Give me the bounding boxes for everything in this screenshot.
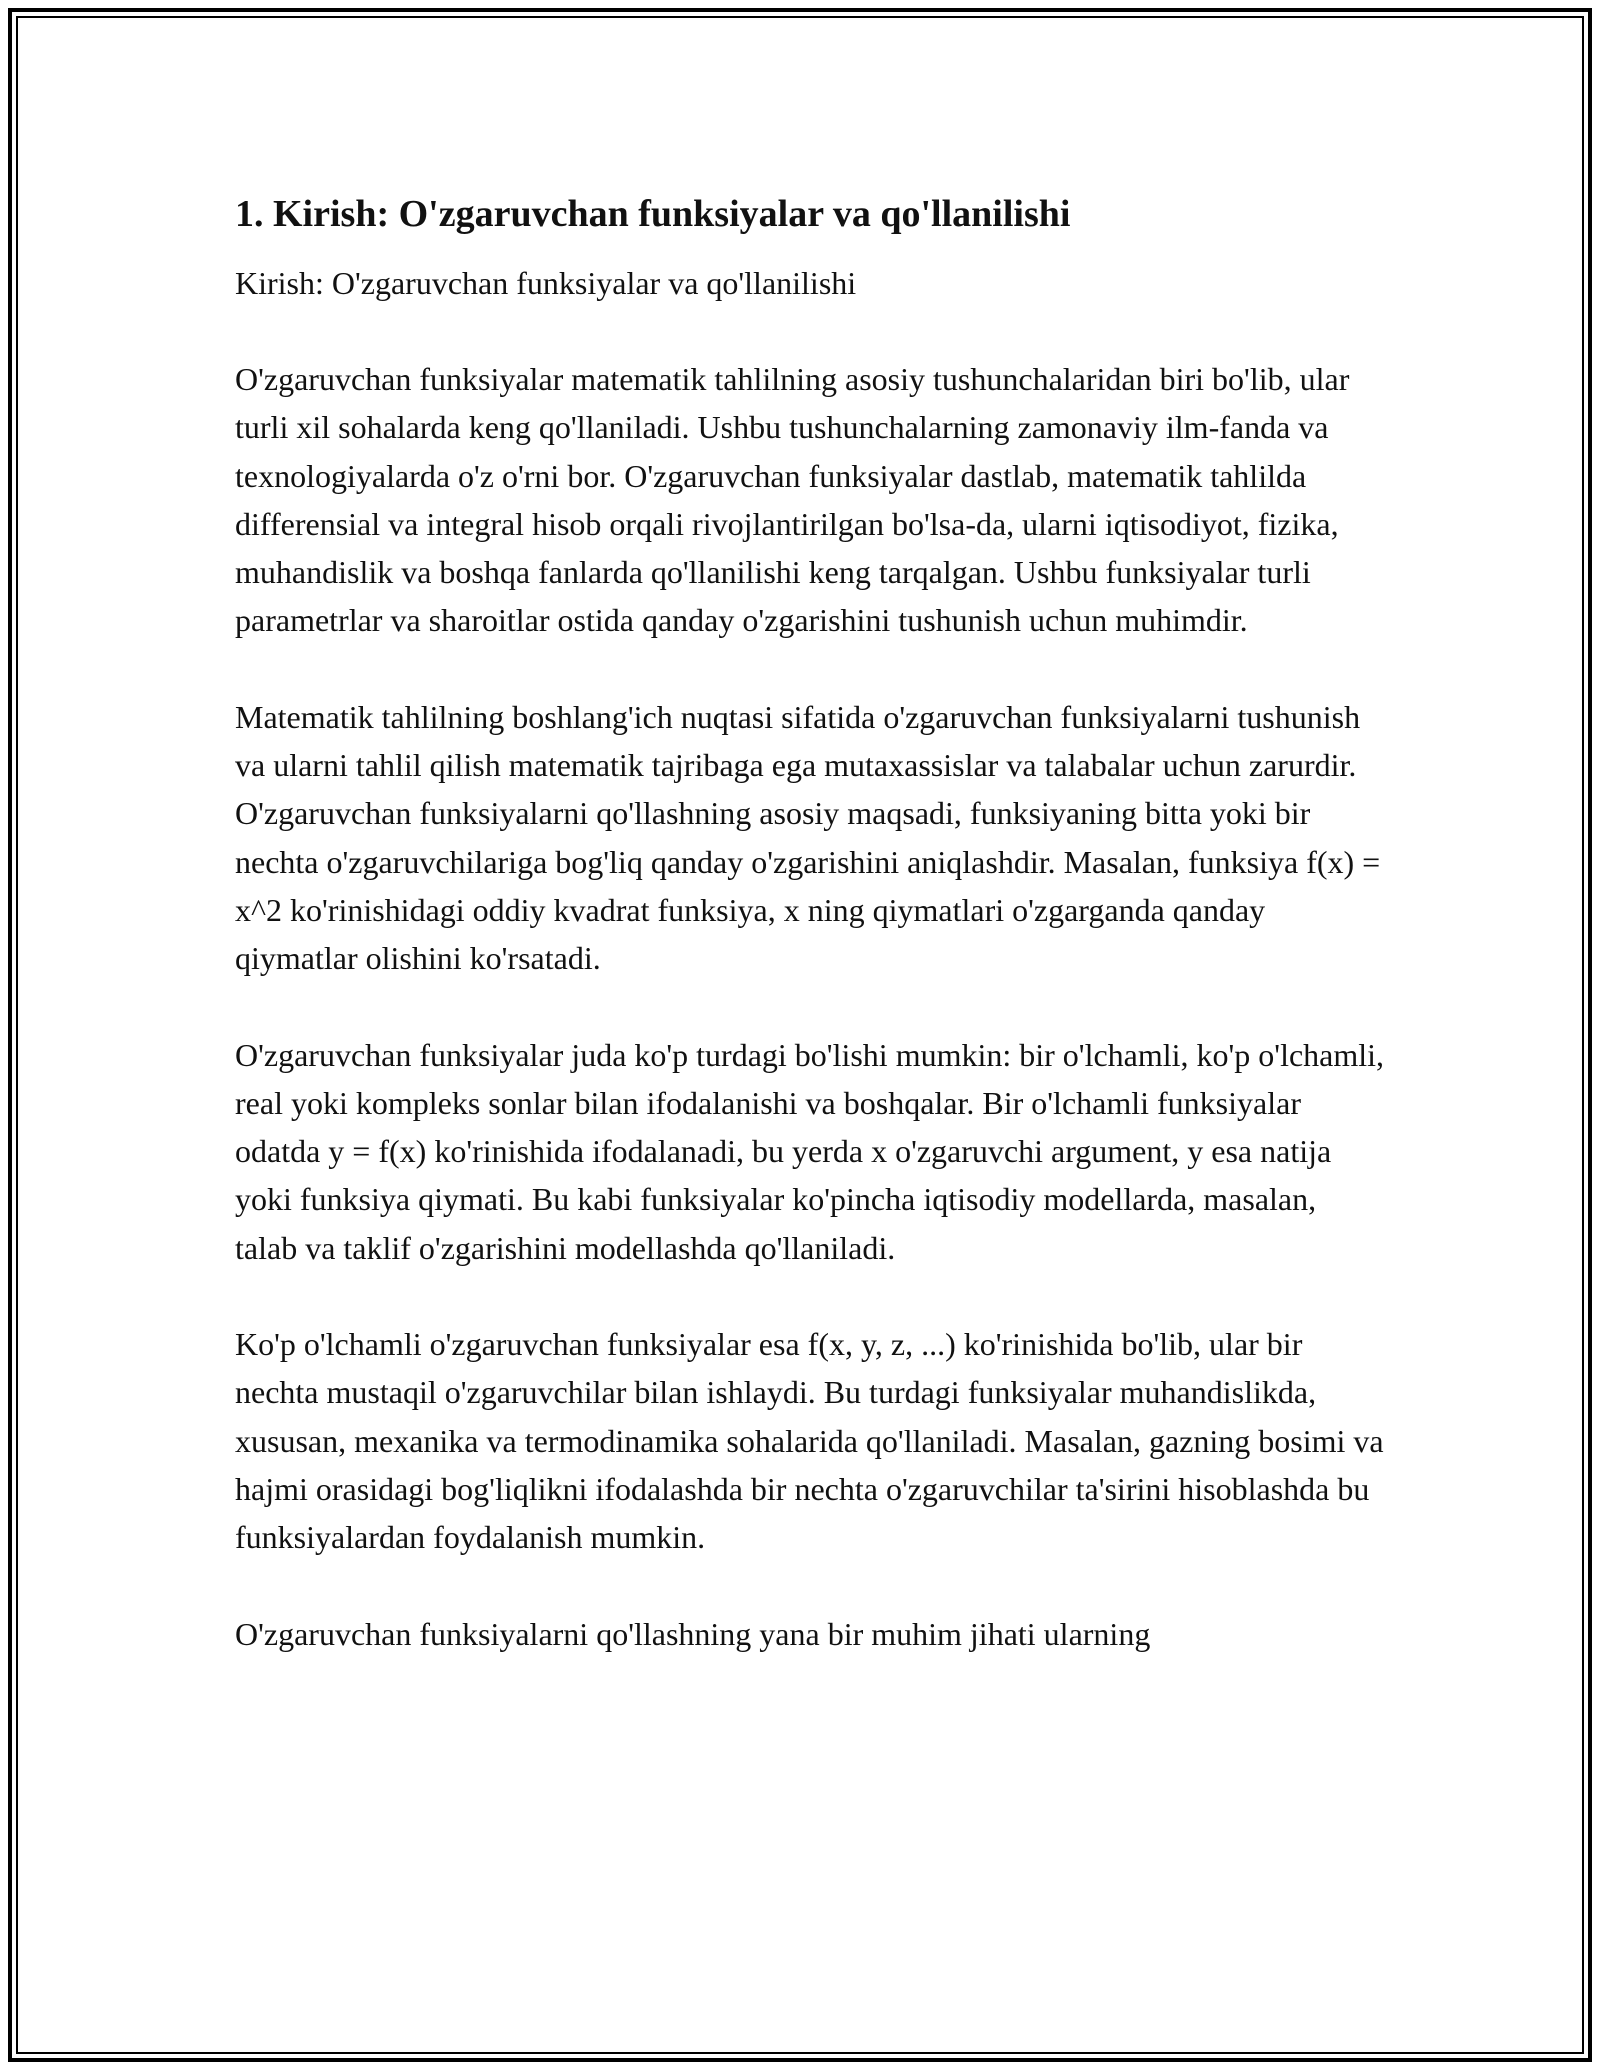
paragraph-3: O'zgaruvchan funksiyalar juda ko'p turdagi bo'lishi mumkin: bir o'lchamli, ko'p o'lchamli, real yoki kompleks sonlar bilan ifodalanishi va boshqalar. Bir o'lchamli funksiyalar odatda y = f(x) ko'rinishida ifodalanadi, bu yerda x o'zgaruvchi argument, y esa natija yoki funksiya qiymati. Bu kabi funksiyalar ko'pincha iqtisodiy modellarda, masalan, talab va taklif o'zgarishini modellashda qo'llaniladi. <box>235 1036 1385 1266</box>
paragraph-4: Ko'p o'lchamli o'zgaruvchan funksiyalar esa f(x, y, z, ...) ko'rinishida bo'lib, ular bir nechta mustaqil o'zgaruvchilar bilan ishlaydi. Bu turdagi funksiyalar muhandislikda, xususan, mexanika va termodinamika sohalarida qo'llaniladi. Masalan, gazning bosimi va hajmi orasidagi bog'liqlikni ifodalashda bir nechta o'zgaruvchilar ta'sirini hisoblashda bu funksiyalardan foydalanish mumkin. <box>235 1326 1384 1556</box>
paragraph-1: O'zgaruvchan funksiyalar matematik tahlilning asosiy tushunchalaridan biri bo'lib, ular turli xil sohalarda keng qo'llaniladi. Ushbu tushunchalarning zamonaviy ilm-fanda va texnologiyalarda o'z o'rni bor. O'zgaruvchan funksiyalar dastlab, matematik tahlilda differensial va integral hisob orqali rivojlantirilgan bo'lsa-da, ularni iqtisodiyot, fizika, muhandislik va boshqa fanlarda qo'llanilishi keng tarqalgan. Ushbu funksiyalar turli parametrlar va sharoitlar ostida qanday o'zgarishini tushunish uchun muhimdir. <box>235 361 1350 639</box>
document-body <box>235 187 1385 1658</box>
paragraph-2: Matematik tahlilning boshlang'ich nuqtasi sifatida o'zgaruvchan funksiyalarni tushunish va ularni tahlil qilish matematik tajribaga ega mutaxassislar va talabalar uchun zarurdir. O'zgaruvchan funksiyalarni qo'llashning asosiy maqsadi, funksiyaning bitta yoki bir nechta o'zgaruvchilariga bog'liq qanday o'zgarishini aniqlashdir. Masalan, funksiya f(x) = x^2 ko'rinishidagi oddiy kvadrat funksiya, x ning qiymatlari o'zgarganda qanday qiymatlar olishini ko'rsatadi. <box>235 698 1381 977</box>
section-subheading: Kirish: O'zgaruvchan funksiyalar va qo'llanilishi <box>235 265 857 301</box>
section-heading: 1. Kirish: O'zgaruvchan funksiyalar va qo'llanilishi <box>235 193 1071 235</box>
paragraph-5: O'zgaruvchan funksiyalarni qo'llashning yana bir muhim jihati ularning <box>235 1615 1151 1652</box>
